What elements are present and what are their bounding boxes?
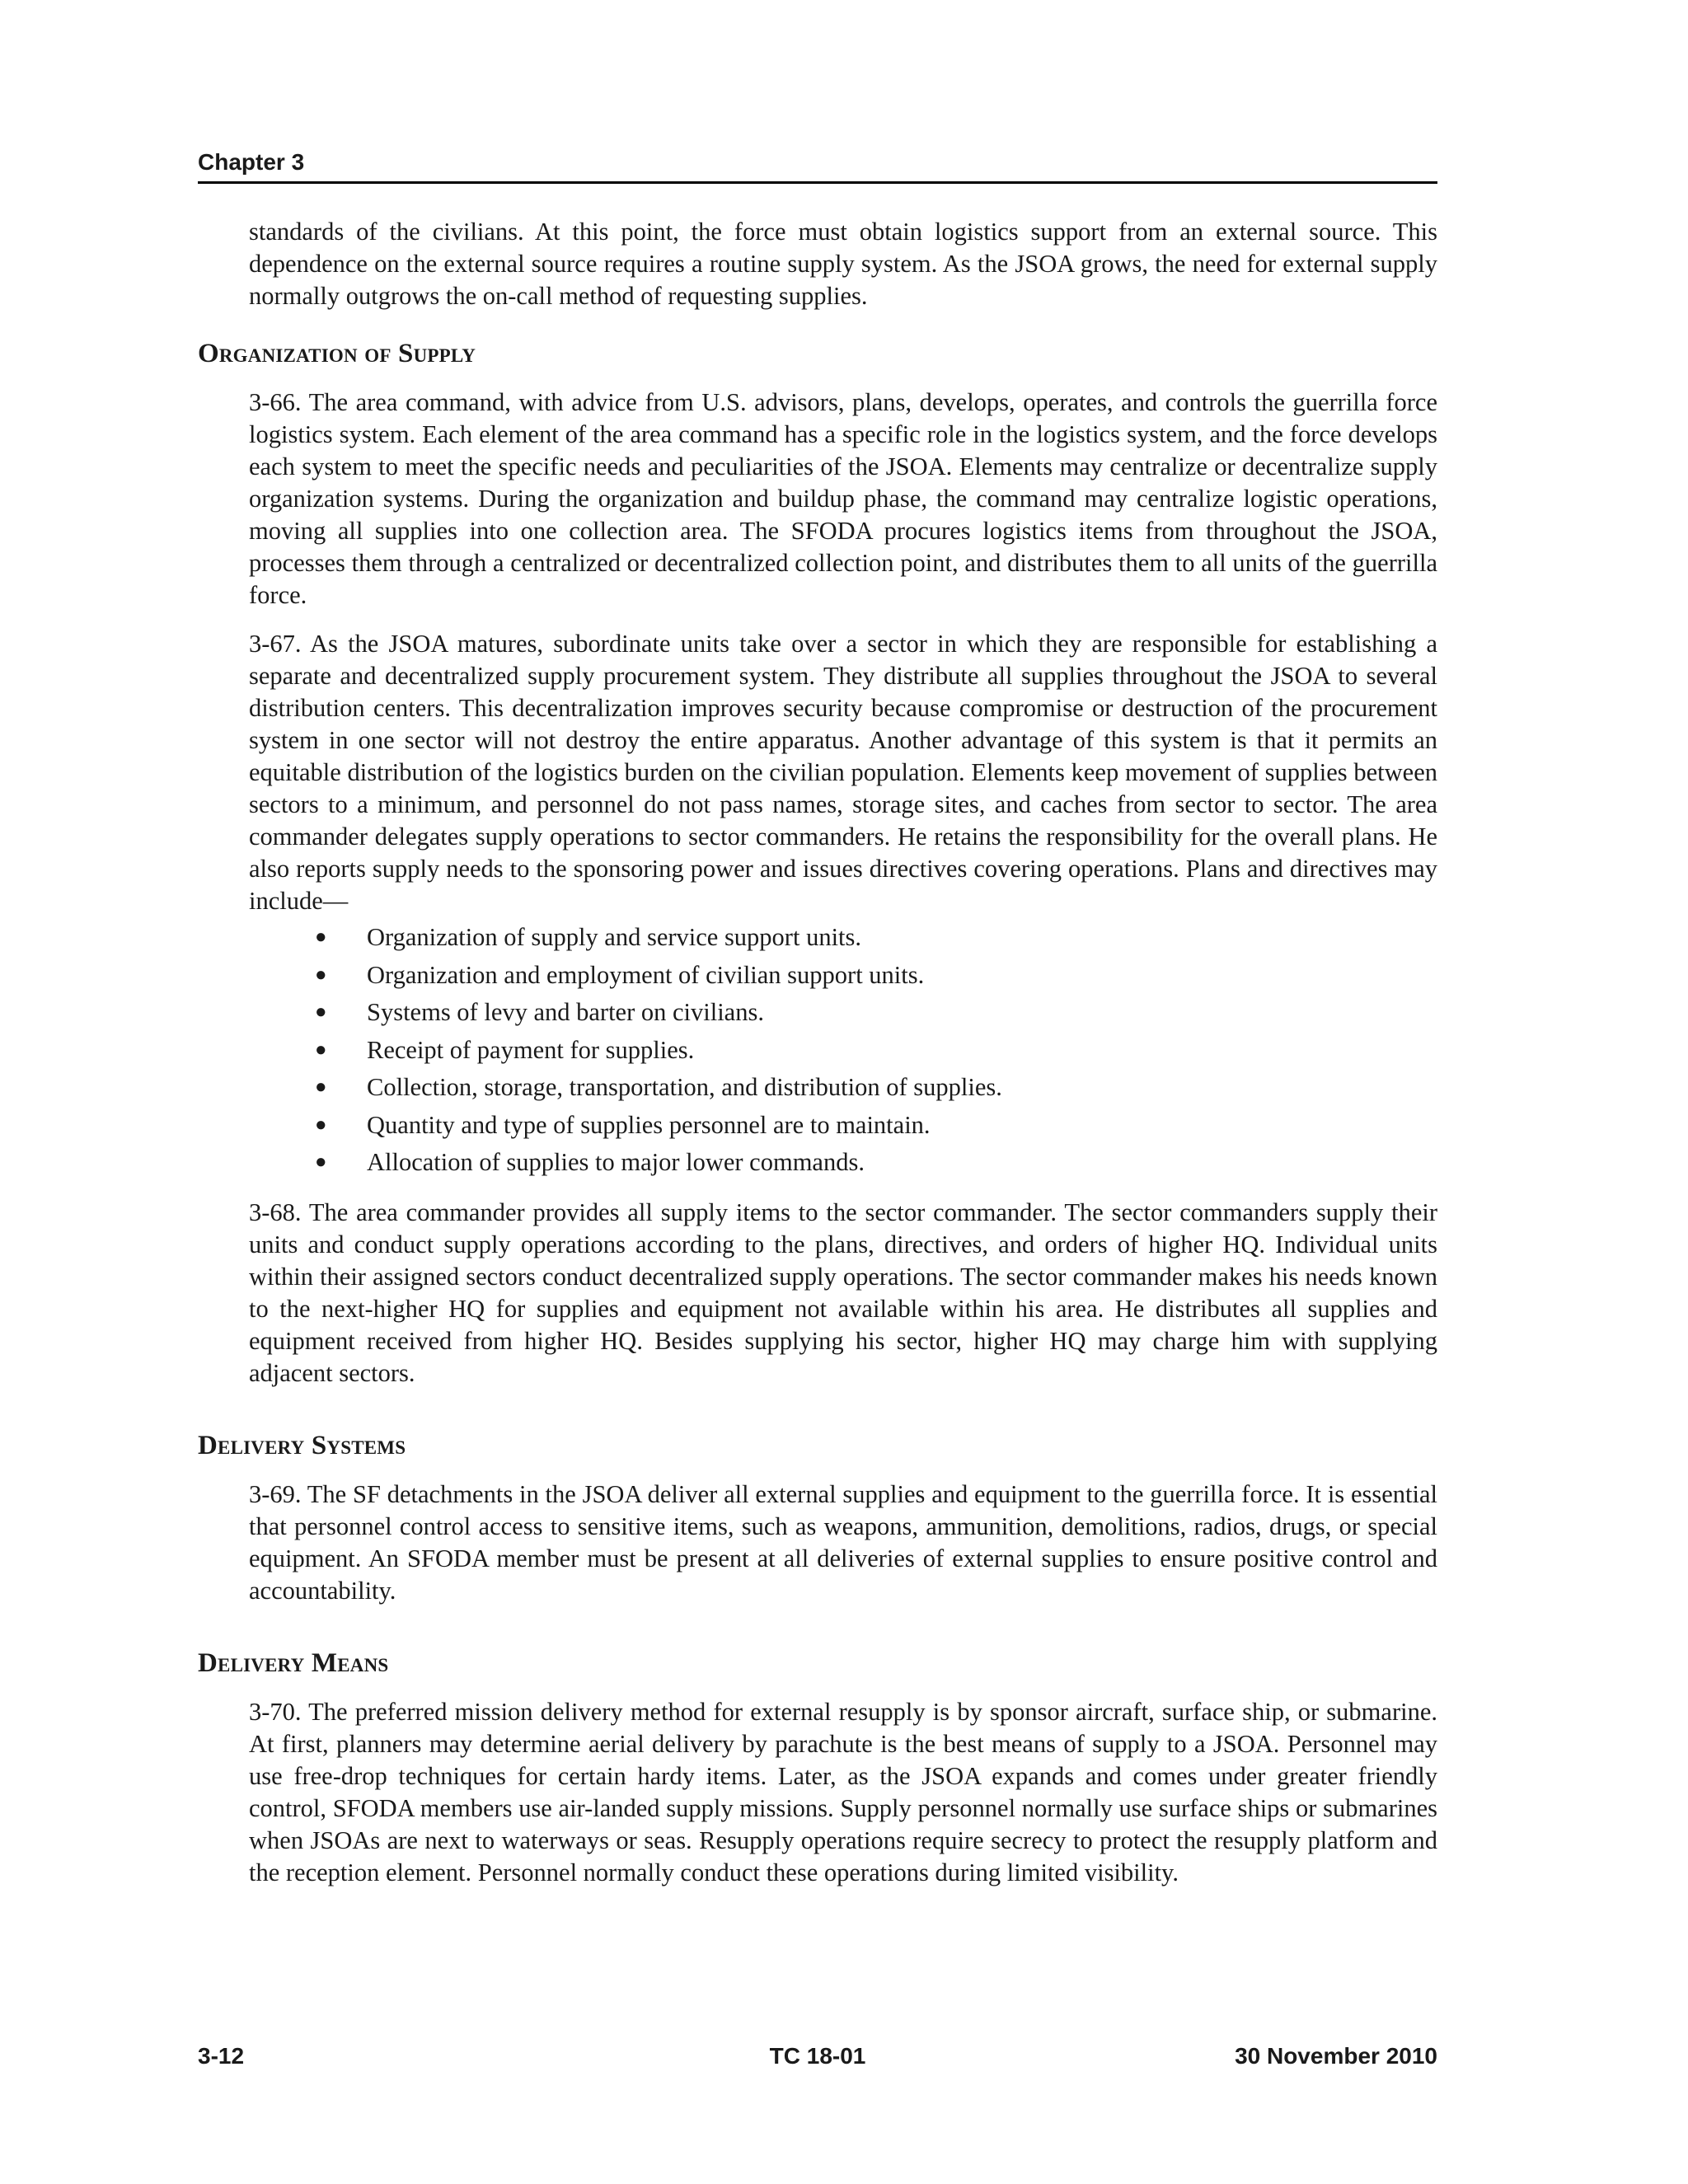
list-item: ● Organization of supply and service support units. <box>315 919 1437 957</box>
bullet-icon: ● <box>315 926 327 948</box>
bullet-icon: ● <box>315 1151 327 1173</box>
list-item: ● Receipt of payment for supplies. <box>315 1032 1437 1070</box>
paragraph-3-69: 3-69. The SF detachments in the JSOA deliver all external supplies and equipment to the guerrilla force. It is essential that personnel control access to sensitive items, such as weapons, ammunition, demolitions, radios, drugs, or special equipment. An SFODA member must be present at all deliveries of external supplies to ensure positive control and accountability. <box>249 1479 1437 1605</box>
publication-date: 30 November 2010 <box>1235 2043 1437 2069</box>
intro-paragraph: standards of the civilians. At this point, the force must obtain logistics support from an external source. This dependence on the external source requires a routine supply system. As the JSOA grows, the need for external supply normally outgrows the on-call method of requesting supplies. <box>249 218 1437 310</box>
chapter-header: Chapter 3 <box>198 148 1437 184</box>
bullet-icon: ● <box>315 1076 327 1098</box>
page-number: 3-12 <box>198 2043 245 2069</box>
section-heading-delivery-systems: Delivery Systems <box>198 1430 406 1460</box>
paragraph-3-67: 3-67. As the JSOA matures, subordinate units take over a sector in which they are responsible for establishing a separate and decentralized supply procurement system. They distribute all supplies throughout the JSOA to several distribution centers. This decentralization improves security because compromise or destruction of the procurement system in one sector will not destroy the entire apparatus. Another advantage of this system is that it permits an equitable distribution of the logistics burden on the civilian population. Elements keep movement of supplies between sectors to a minimum, and personnel do not pass names, storage sites, and caches from sector to sector. The area commander delegates supply operations to sector commanders. He retains the responsibility for the overall plans. He also reports supply needs to the sponsoring power and issues directives covering operations. Plans and directives may include— <box>249 630 1437 915</box>
bullet-icon: ● <box>315 1001 327 1023</box>
list-item: ● Systems of levy and barter on civilians. <box>315 994 1437 1032</box>
list-item: ● Organization and employment of civilian support units. <box>315 957 1437 995</box>
list-item: ● Collection, storage, transportation, and distribution of supplies. <box>315 1069 1437 1107</box>
bullet-icon: ● <box>315 1113 327 1136</box>
body-text <box>198 216 1437 1905</box>
section-heading-organization-of-supply: Organization of Supply <box>198 339 476 368</box>
paragraph-3-70: 3-70. The preferred mission delivery method for external resupply is by sponsor aircraft, surface ship, or submarine. At first, planners may determine aerial delivery by parachute is the best means of supply to a JSOA. Personnel may use free-drop techniques for certain hardy items. Later, as the JSOA expands and comes under greater friendly control, SFODA members use air-landed supply missions. Supply personnel normally use surface ships or submarines when JSOAs are next to waterways or seas. Resupply operations require secrecy to protect the resupply platform and the reception element. Personnel normally conduct these operations during limited visibility. <box>249 1697 1437 1886</box>
paragraph-3-66: 3-66. The area command, with advice from U.S. advisors, plans, develops, operates, and controls the guerrilla force logistics system. Each element of the area command has a specific role in the logistics system, and the force develops each system to meet the specific needs and peculiarities of the JSOA. Elements may centralize or decentralize supply organization systems. During the organization and buildup phase, the command may centralize logistic operations, moving all supplies into one collection area. The SFODA procures logistics items from throughout the JSOA, processes them through a centralized or decentralized collection point, and distributes them to all units of the guerrilla force. <box>249 388 1437 609</box>
bullet-icon: ● <box>315 1038 327 1061</box>
bullet-icon: ● <box>315 963 327 986</box>
publication-id: TC 18-01 <box>769 2043 866 2069</box>
paragraph-3-68: 3-68. The area commander provides all supply items to the sector commander. The sector commanders supply their units and conduct supply operations according to the plans, directives, and orders of higher HQ. Individual units within their assigned sectors conduct decentralized supply operations. The sector commander makes his needs known to the next-higher HQ for supplies and equipment not available within his area. He distributes all supplies and equipment received from higher HQ. Besides supplying his sector, higher HQ may charge him with supplying adjacent sectors. <box>249 1197 1437 1387</box>
page-footer <box>198 2042 1437 2070</box>
list-item: ● Allocation of supplies to major lower commands. <box>315 1144 1437 1182</box>
section-heading-delivery-means: Delivery Means <box>198 1647 389 1678</box>
list-item: ● Quantity and type of supplies personnel are to maintain. <box>315 1107 1437 1145</box>
plans-and-directives-list <box>315 919 1437 1182</box>
